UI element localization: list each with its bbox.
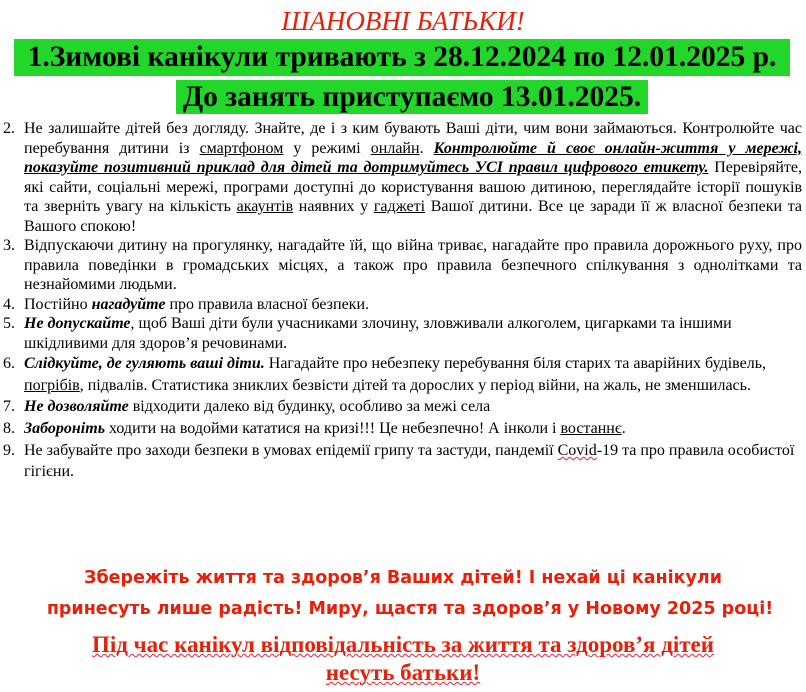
item-text: Не забувайте про заходи безпеки в умовах епідемії грипу та застуди, пандемії Covid-19 та про правила особистої гігієни. <box>24 442 795 480</box>
item-text: Заборонiть ходити на водойми кататися на кризі!!! Це небезпечно! А інколи і востаннє. <box>24 420 626 437</box>
item-text: Слідкуйте, де гуляють ваші діти. Нагадайте про небезпеку перебування біля старих та аварійних будівель, погрібів, підвалів. Статистика зниклих безвісти дітей та дорослих у період війни, на жаль, не зменшилась. <box>24 355 766 394</box>
list-item <box>0 295 806 315</box>
list-item <box>0 417 806 440</box>
advice-list <box>0 119 806 482</box>
item-text: Постійно нагадуйте про правила власної безпеки. <box>24 295 369 313</box>
item-text: Не дозволяйте відходити далеко від будинку, особливо за межі села <box>24 398 491 415</box>
item-number: 5. <box>3 315 15 332</box>
list-item <box>0 119 806 236</box>
item-number: 8. <box>3 420 15 437</box>
list-item <box>0 353 806 396</box>
item-number: 3. <box>3 237 15 254</box>
item-number: 6. <box>3 355 15 372</box>
vacation-dates-banner: 1.Зимові канікули тривають з 28.12.2024 по 12.01.2025 р. <box>14 39 790 76</box>
list-item <box>0 236 806 295</box>
list-item <box>0 314 806 353</box>
item-number: 7. <box>3 398 15 415</box>
item-number: 9. <box>3 442 15 459</box>
list-item <box>0 396 806 417</box>
item-number: 2. <box>3 120 15 137</box>
footer-line-2: принесуть лише радість! Миру, щастя та здоров’я у Новому 2025 році! <box>46 599 774 619</box>
item-text: Не допускайте, щоб Ваші діти були учасниками злочину, зловживали алкоголем, цигарками та іншими шкідливими для здоров’я речовинами. <box>24 315 732 352</box>
list-item <box>0 440 806 482</box>
footer-line-3: Під час канікул відповідальність за життя та здоров’я дітей <box>91 632 715 657</box>
school-resume-banner: До занять приступаємо 13.01.2025. <box>176 80 648 114</box>
item-text: Відпускаючи дитину на прогулянку, нагадайте їй, що війна триває, нагадайте про правила дорожнього руху, про правила поведінки в громадських місцях, а також про правила безпечного спілкування з однолітками та незнайомими людьми. <box>24 237 802 293</box>
page-title: ШАНОВНІ БАТЬКИ! <box>281 6 525 36</box>
item-text: Не залишайте дітей без догляду. Знайте, де і з ким бувають Ваші діти, чим вони займаються. Контролюйте час перебування дитини із смартфоном у режимі онлайн. Контролюйте й своє онлайн-життя у мережі, показуйте позитивний приклад для дітей та дотримуйтесь УСІ правил цифрового етикету. Перевіряйте, які сайти, соціальні мережі, програми доступні до користування вашою дитиною, переглядайте історії пошуків та зверніть увагу на кількість акаунтів наявних у гаджеті Вашої дитини. Все це заради її ж власної безпеки та Вашого спокою! <box>24 120 803 235</box>
footer-line-4: несуть батьки! <box>325 660 481 685</box>
item-number: 4. <box>3 295 15 313</box>
footer-line-1: Збережіть життя та здоров’я Ваших дітей! І нехай ці канікули <box>84 568 722 588</box>
